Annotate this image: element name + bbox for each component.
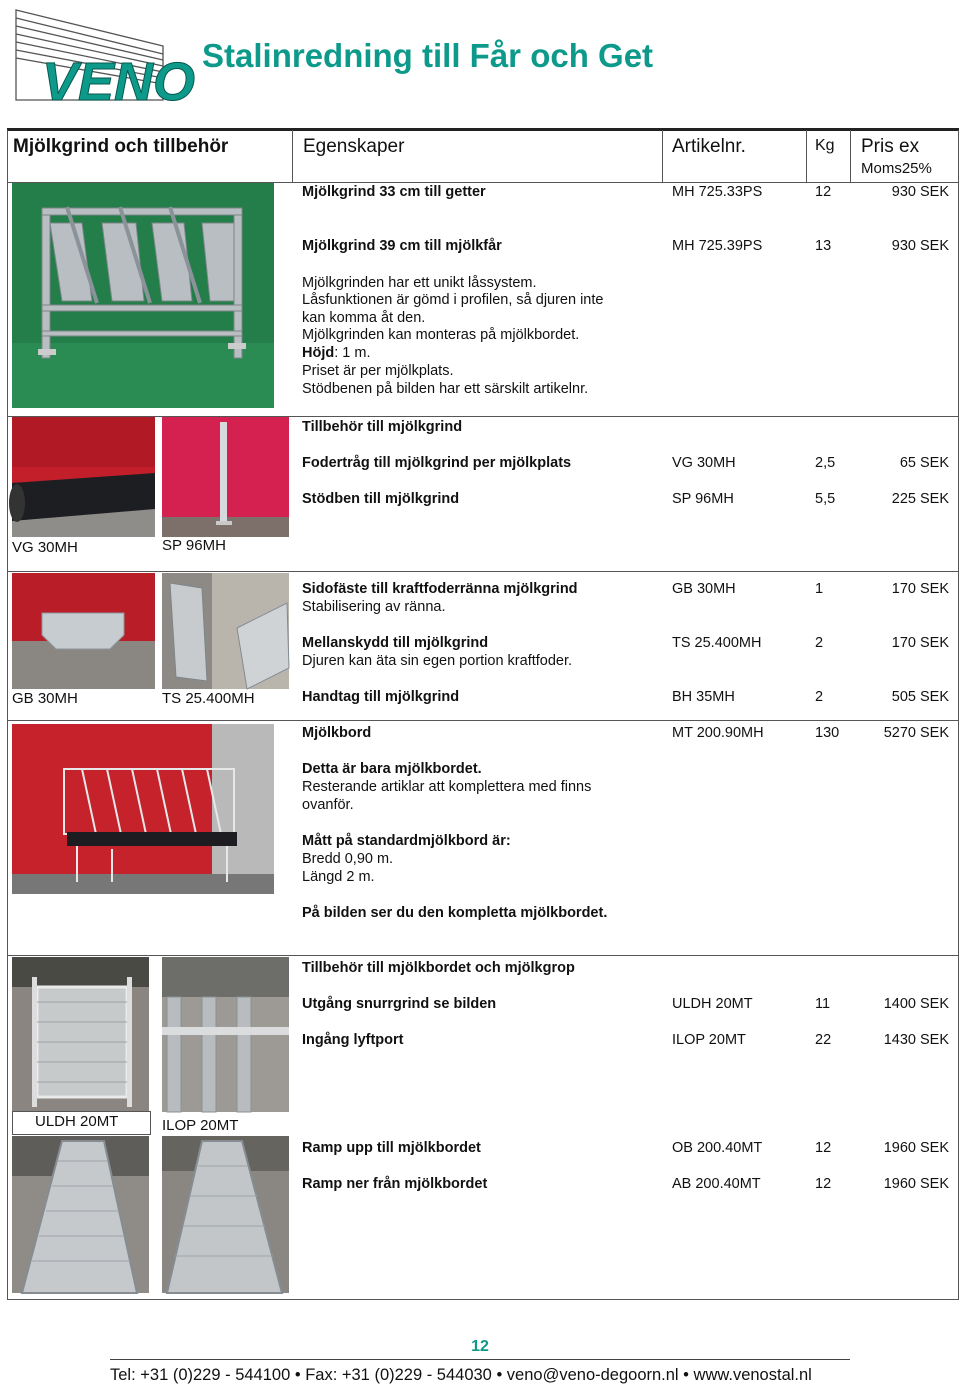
ramp-down-photo (162, 1136, 289, 1293)
description-line: Mjölkgrinden kan monteras på mjölkbordet. (302, 327, 580, 343)
product-name: Mellanskydd till mjölkgrind (302, 635, 489, 651)
height-spec (302, 344, 370, 362)
photo-caption: SP 96MH (162, 537, 226, 554)
article-number: ULDH 20MT (672, 996, 753, 1012)
page-number: 12 (471, 1338, 489, 1355)
feed-trough-photo (12, 417, 155, 537)
product-name: Mjölkbord (302, 725, 372, 741)
product-name: Sidofäste till kraftfoderränna mjölkgrind (302, 581, 578, 597)
col-header-properties: Egenskaper (303, 136, 405, 157)
side-bracket-photo (12, 573, 155, 689)
photo-caption: VG 30MH (12, 539, 78, 556)
support-note: Stödbenen på bilden har ett särskilt artikelnr. (302, 381, 589, 397)
price: 930 SEK (891, 184, 949, 200)
dimension-length: Längd 2 m. (302, 869, 375, 885)
price: 1400 SEK (883, 996, 949, 1012)
note-line: ovanför. (302, 797, 354, 813)
product-name: Ramp ner från mjölkbordet (302, 1176, 488, 1192)
product-name: Ingång lyftport (302, 1032, 404, 1048)
photo-caption: ILOP 20MT (162, 1117, 239, 1134)
price: 170 SEK (891, 581, 949, 597)
weight-kg: 2 (815, 635, 824, 651)
weight-kg: 12 (815, 184, 832, 200)
product-description: Stabilisering av ränna. (302, 599, 446, 615)
price: 170 SEK (891, 635, 949, 651)
product-name: Mjölkgrind 33 cm till getter (302, 184, 486, 200)
weight-kg: 22 (815, 1032, 832, 1048)
article-number: MH 725.33PS (672, 184, 763, 200)
weight-kg: 2,5 (815, 455, 836, 471)
page-title: Stalinredning till Får och Get (202, 37, 654, 74)
picture-note: På bilden ser du den kompletta mjölkbordet. (302, 905, 608, 921)
description-line: Låsfunktionen är gömd i profilen, så djuren inte (302, 292, 604, 308)
article-number: BH 35MH (672, 689, 735, 705)
col-header-price-vat: Moms25% (861, 160, 932, 177)
dimension-width: Bredd 0,90 m. (302, 851, 394, 867)
support-leg-photo (162, 417, 289, 537)
product-name: Utgång snurrgrind se bilden (302, 996, 497, 1012)
note-bold: Detta är bara mjölkbordet. (302, 761, 482, 777)
article-number: AB 200.40MT (672, 1176, 761, 1192)
product-name: Ramp upp till mjölkbordet (302, 1140, 481, 1156)
price: 65 SEK (899, 455, 949, 471)
section-heading: Tillbehör till mjölkbordet och mjölkgrop (302, 960, 575, 976)
veno-logo (8, 4, 196, 112)
price: 505 SEK (891, 689, 949, 705)
product-description: Djuren kan äta sin egen portion kraftfoder. (302, 653, 573, 669)
note-line: Resterande artiklar att komplettera med finns (302, 779, 592, 795)
price: 1430 SEK (883, 1032, 949, 1048)
article-number: GB 30MH (672, 581, 736, 597)
price: 1960 SEK (883, 1140, 949, 1156)
price: 5270 SEK (883, 725, 949, 741)
price: 225 SEK (891, 491, 949, 507)
product-name: Handtag till mjölkgrind (302, 689, 460, 705)
exit-gate-photo (12, 957, 149, 1112)
weight-kg: 1 (815, 581, 824, 597)
description-line: kan komma åt den. (302, 310, 426, 326)
article-number: OB 200.40MT (672, 1140, 763, 1156)
photo-caption: GB 30MH (12, 690, 78, 707)
height-value: : 1 m. (334, 345, 371, 361)
weight-kg: 13 (815, 238, 832, 254)
weight-kg: 12 (815, 1140, 832, 1156)
article-number: VG 30MH (672, 455, 736, 471)
dimension-heading: Mått på standardmjölkbord är: (302, 833, 511, 849)
section-heading: Tillbehör till mjölkgrind (302, 419, 463, 435)
ramp-up-photo (12, 1136, 149, 1293)
col-header-kg: Kg (815, 137, 835, 154)
weight-kg: 11 (815, 996, 831, 1012)
weight-kg: 5,5 (815, 491, 836, 507)
weight-kg: 2 (815, 689, 824, 705)
article-number: ILOP 20MT (672, 1032, 746, 1048)
weight-kg: 130 (815, 725, 840, 741)
divider-photo (162, 573, 289, 689)
price: 1960 SEK (883, 1176, 949, 1192)
article-number: SP 96MH (672, 491, 734, 507)
logo-text: VENO (42, 52, 196, 112)
product-name: Mjölkgrind 39 cm till mjölkfår (302, 238, 502, 254)
col-header-price: Pris ex (861, 136, 920, 157)
article-number: TS 25.400MH (672, 635, 762, 651)
photo-caption: ULDH 20MT (35, 1113, 119, 1130)
description-line: Mjölkgrinden har ett unikt låssystem. (302, 275, 537, 291)
photo-caption: TS 25.400MH (162, 690, 255, 707)
entry-lift-gate-photo (162, 957, 289, 1112)
milking-gate-photo (12, 183, 274, 408)
col-header-article: Artikelnr. (672, 136, 746, 157)
price-note: Priset är per mjölkplats. (302, 363, 454, 379)
product-name: Fodertråg till mjölkgrind per mjölkplats (302, 455, 572, 471)
milking-table-photo (12, 724, 274, 894)
height-label: Höjd (302, 345, 335, 361)
article-number: MH 725.39PS (672, 238, 763, 254)
footer-contact: Tel: +31 (0)229 - 544100 • Fax: +31 (0)229 - 544030 • veno@veno-degoorn.nl • www.venostal.nl (110, 1366, 812, 1384)
col-header-product: Mjölkgrind och tillbehör (13, 136, 229, 157)
price: 930 SEK (891, 238, 949, 254)
product-name: Stödben till mjölkgrind (302, 491, 460, 507)
article-number: MT 200.90MH (672, 725, 764, 741)
weight-kg: 12 (815, 1176, 832, 1192)
